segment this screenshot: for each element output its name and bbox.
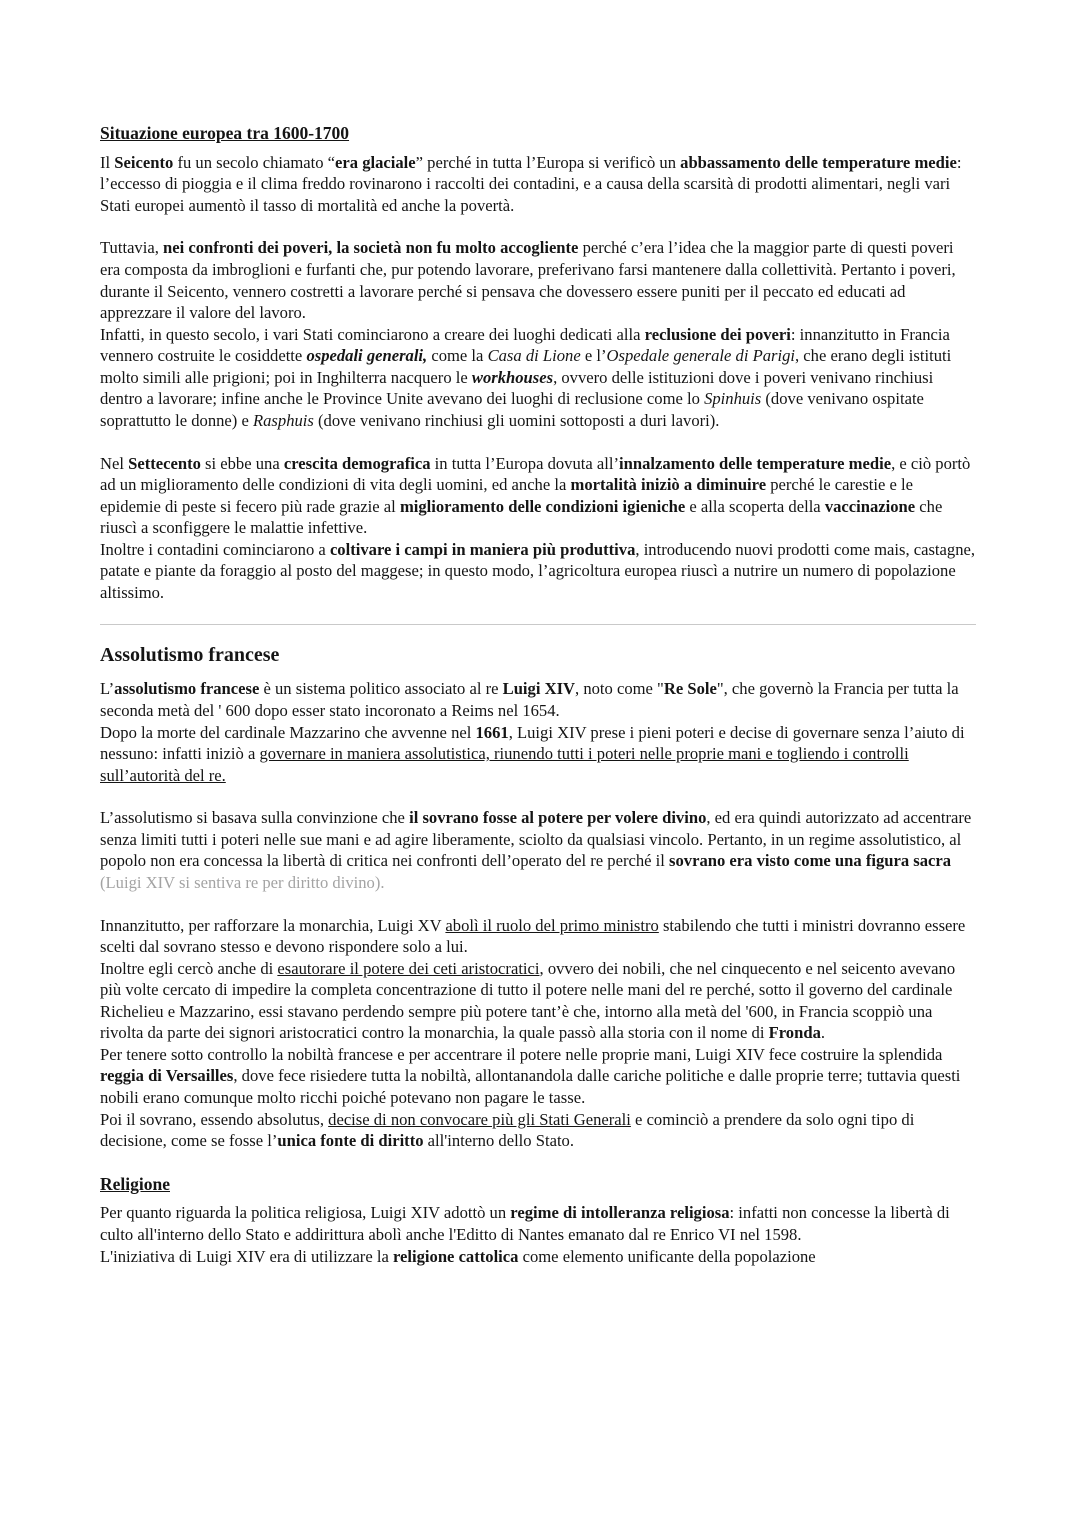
text-segment: mortalità iniziò a diminuire — [570, 475, 767, 495]
text-segment: L'iniziativa di Luigi XIV era di utilizzare la — [100, 1246, 393, 1266]
text-segment: Innanzitutto, per rafforzare la monarchia, Luigi XV — [100, 915, 446, 935]
text-segment: vaccinazione — [824, 496, 916, 516]
text-segment: L’ — [100, 679, 115, 699]
paragraph — [100, 453, 976, 604]
text-segment: , dove fece risiedere tutta la nobiltà, allontanandola dalle cariche politiche e dalle proprie terre; tuttavia questi nobili erano comunque molto ricchi poiché potevano non pagare le tasse. — [100, 1066, 961, 1107]
text-segment: Poi il sovrano, essendo absolutus, — [100, 1109, 329, 1129]
text-segment: era glaciale — [335, 152, 416, 172]
section-heading: Assolutismo francese — [100, 644, 280, 667]
text-segment: , introducendo nuovi prodotti come mais, castagne, patate e piante da foraggio al posto del maggese; in questo modo, l’agricoltura europea riuscì a nutrire un numero di popolazione altissimo. — [100, 539, 976, 602]
text-segment: innalzamento delle temperature medie — [619, 453, 892, 473]
text-segment: , ovvero delle istituzioni dove i poveri venivano rinchiusi dentro a lavorare; infine anche le Province Unite avevano dei luoghi di reclusione come lo — [100, 367, 934, 409]
text-segment: Settecento — [128, 453, 201, 473]
paragraph — [100, 678, 976, 786]
text-segment: come elemento unificante della popolazione — [518, 1246, 816, 1266]
text-segment: governare in maniera assolutistica, riunendo tutti i poteri nelle proprie mani e togliendo i controlli sull’autorità del re. — [100, 744, 909, 785]
text-segment: è un sistema politico associato al re — [259, 679, 503, 699]
text-segment: crescita demografica — [283, 453, 431, 473]
text-segment: abbassamento delle temperature medie — [680, 152, 957, 172]
text-segment: abolì il ruolo del primo ministro — [445, 915, 659, 935]
paragraph — [100, 807, 976, 893]
text-segment: : l’eccesso di pioggia e il clima freddo rovinarono i raccolti dei contadini, e a causa della scarsità di prodotti alimentari, negli vari Stati europei aumentò il tasso di mortalità ed anche la povertà. — [100, 152, 962, 215]
text-segment: Infatti, in questo secolo, i vari Stati cominciarono a creare dei luoghi dedicati alla — [100, 324, 645, 344]
text-segment: , che erano degli istituti molto simili alle prigioni; poi in Inghilterra nacquero le — [100, 346, 952, 387]
text-segment: Il — [100, 152, 115, 172]
text-segment: reggia di Versailles — [100, 1066, 234, 1086]
text-segment: Rasphuis — [253, 410, 314, 430]
text-segment: workhouses — [471, 367, 554, 387]
text-segment: che riuscì a sconfiggere le malattie infettive. — [100, 496, 943, 538]
text-segment: Dopo la morte del cardinale Mazzarino che avvenne nel — [100, 722, 476, 742]
text-segment: Re Sole — [663, 679, 717, 699]
text-segment: Inoltre i contadini cominciarono a — [100, 539, 330, 559]
section-heading: Religione — [100, 1173, 170, 1194]
text-segment: . — [820, 1023, 826, 1043]
text-segment: stabilendo che tutti i ministri dovranno essere scelti dal sovrano stesso e devono rispondere solo a lui. — [100, 915, 966, 957]
text-segment: esautorare il potere dei ceti aristocratici — [277, 958, 540, 978]
text-segment: Ospedale generale di Parigi — [606, 346, 795, 366]
text-segment: (dove venivano rinchiusi gli uomini sottoposti a duri lavori). — [313, 410, 720, 430]
text-segment: Tuttavia, — [100, 238, 164, 258]
text-segment: coltivare i campi in maniera più produttiva — [329, 539, 636, 559]
text-segment: : innanzitutto in Francia vennero costruite le cosiddette — [100, 324, 950, 366]
text-segment: decise di non convocare più gli Stati Generali — [328, 1109, 631, 1129]
text-segment: (Luigi XIV si sentiva re per diritto divino). — [100, 872, 385, 892]
text-segment: , noto come " — [575, 679, 664, 699]
text-segment: Per tenere sotto controllo la nobiltà francese e per accentrare il potere nelle proprie mani, Luigi XIV fece costruire la splendida — [100, 1044, 943, 1064]
text-segment: assolutismo francese — [114, 679, 260, 699]
text-segment: miglioramento delle condizioni igieniche — [399, 496, 686, 516]
text-segment: fu un secolo chiamato “ — [173, 152, 336, 172]
text-segment: ", che governò la Francia per tutta la seconda metà del ' 600 dopo esser stato incoronato a Reims nel 1654. — [100, 679, 959, 720]
text-segment: ospedali generali, — [306, 346, 428, 366]
text-segment: e alla scoperta della — [685, 496, 825, 516]
text-segment: ” perché in tutta l’Europa si verificò un — [415, 152, 681, 172]
text-segment: perché le carestie e le epidemie di peste si fecero più rade grazie al — [100, 475, 914, 516]
text-segment: e cominciò a prendere da solo ogni tipo di decisione, come se fosse l’ — [100, 1109, 915, 1151]
text-segment: 1661 — [475, 722, 509, 742]
text-segment: Per quanto riguarda la politica religiosa, Luigi XIV adottò un — [100, 1203, 511, 1223]
text-segment: Seicento — [114, 152, 174, 172]
text-segment: Casa di Lione — [487, 346, 581, 366]
paragraph — [100, 915, 976, 1152]
text-segment: religione cattolica — [392, 1246, 519, 1266]
text-segment: unica fonte di diritto — [277, 1131, 424, 1151]
text-segment: Inoltre egli cercò anche di — [100, 958, 278, 978]
text-segment: Luigi XIV — [502, 679, 576, 699]
paragraph — [100, 237, 976, 431]
text-segment: Nel — [100, 453, 129, 473]
text-segment: nei confronti dei poveri, la società non fu molto accogliente — [163, 238, 579, 258]
text-segment: (dove venivano ospitate soprattutto le donne) e — [100, 389, 924, 430]
section-heading: Situazione europea tra 1600-1700 — [100, 123, 350, 143]
paragraph — [100, 152, 976, 217]
text-segment: , e ciò portò ad un miglioramento delle condizioni di vita degli uomini, ed anche la — [100, 453, 971, 495]
text-segment: regime di intolleranza religiosa — [510, 1203, 730, 1223]
text-segment: perché c’era l’idea che la maggior parte di questi poveri era composta da imbroglioni e furfanti che, pur potendo lavorare, preferivano farsi mantenere dalla collettività. Pertanto i poveri, durante il Seicento, vennero costretti a lavorare perché si pensava che dovessero essere puniti per il peccato ed educati ad apprezzare il valore del lavoro. — [100, 238, 956, 323]
text-segment: Fronda — [768, 1023, 821, 1043]
text-segment: , ovvero dei nobili, che nel cinquecento e nel seicento avevano più volte cercato di impedire la completa concentrazione di tutto il potere nelle mani del re perché, sotto il governo del cardinale Richelieu e Mazzarino, essi stavano perdendo sempre più potere tant’è che, intorno alla metà del '600, in Francia scoppiò una rivolta da parte dei signori aristocratici contro la monarchia, la quale passò alla storia con il nome di — [100, 958, 956, 1043]
text-segment: , Luigi XIV prese i pieni poteri e decise di governare senza l’aiuto di nessuno: infatti iniziò a — [100, 722, 965, 764]
text-segment: : infatti non concesse la libertà di culto all'interno dello Stato e addirittura abolì anche l'Editto di Nantes emanato dal re Enrico VI nel 1598. — [100, 1203, 950, 1244]
paragraph — [100, 1202, 976, 1267]
text-segment: si ebbe una — [200, 453, 284, 473]
text-segment: come la — [427, 346, 488, 366]
text-segment: il sovrano fosse al potere per volere divino — [409, 808, 707, 828]
text-segment: e l’ — [580, 346, 607, 366]
text-segment: all'interno dello Stato. — [423, 1131, 574, 1151]
section-divider — [100, 624, 976, 625]
text-segment: reclusione dei poveri — [644, 324, 791, 344]
text-segment: L’assolutismo si basava sulla convinzione che — [100, 808, 410, 828]
text-segment: in tutta l’Europa dovuta all’ — [430, 453, 620, 473]
text-segment: Spinhuis — [704, 389, 762, 409]
text-segment: sovrano era visto come una figura sacra — [669, 851, 952, 871]
text-segment: , ed era quindi autorizzato ad accentrare senza limiti tutti i poteri nelle sue mani e ad agire liberamente, sciolto da qualsiasi vincolo. Pertanto, in un regime assolutistico, al popolo non era concessa la libertà di critica nei confronti dell’operato del re perché il — [100, 808, 972, 871]
